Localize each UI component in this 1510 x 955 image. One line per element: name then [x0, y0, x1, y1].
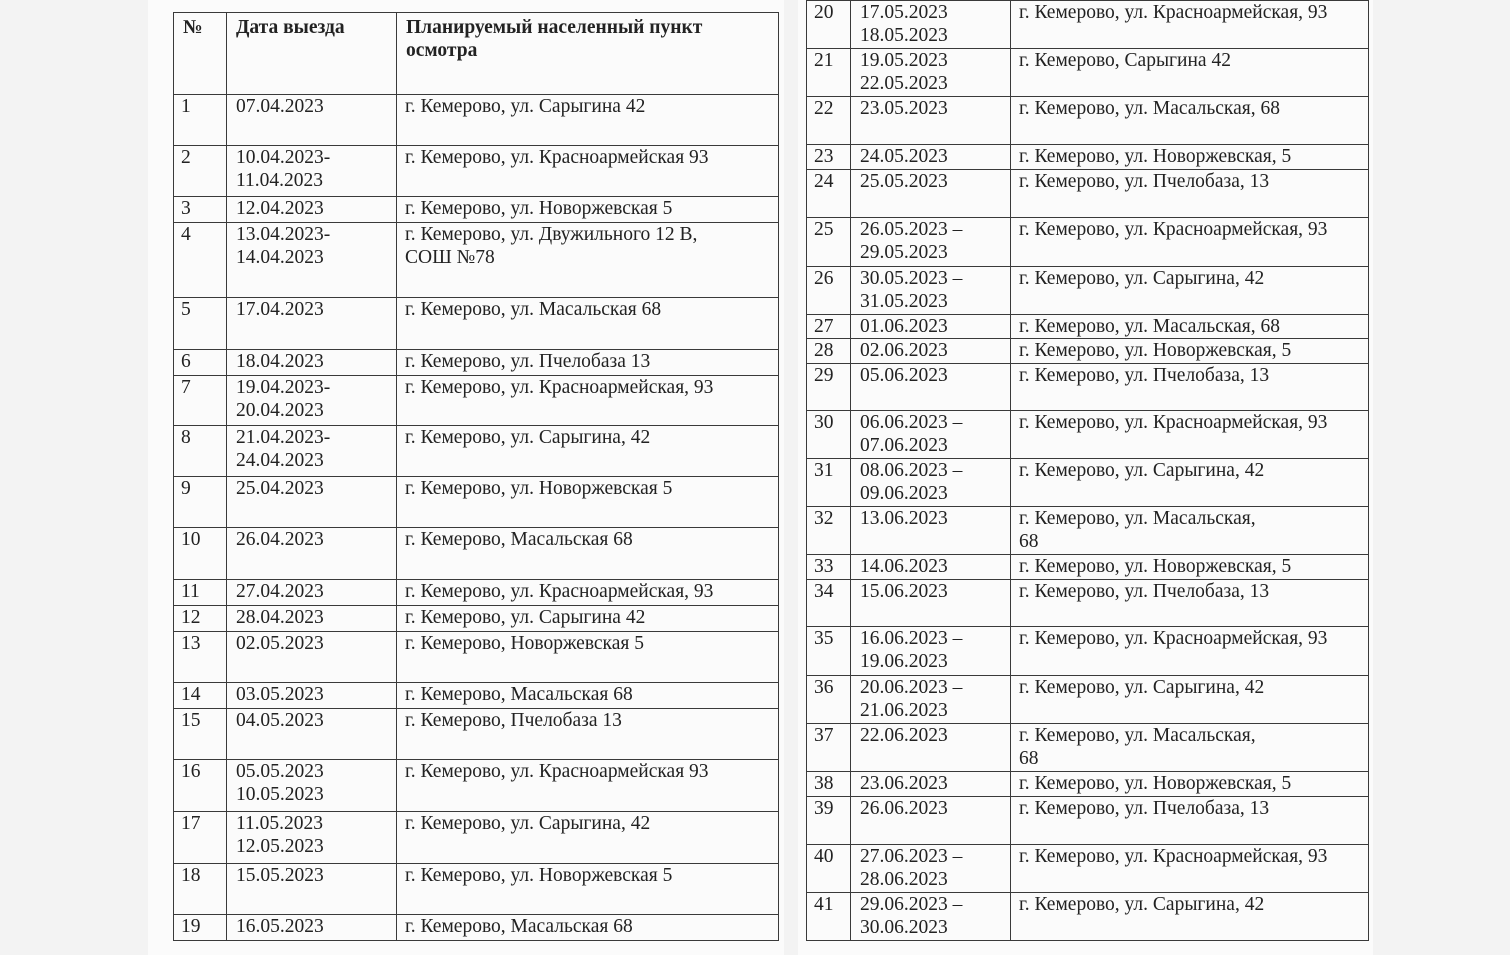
table-row	[807, 315, 1369, 339]
row-place	[1011, 507, 1369, 555]
place-line: г. Кемерово, ул. Пчелобаза, 13	[1019, 581, 1270, 602]
date-line: 05.06.2023	[860, 365, 948, 386]
date-line: 09.06.2023	[860, 483, 948, 504]
row-number: 16	[174, 760, 227, 812]
table-row	[807, 145, 1369, 170]
table-row	[807, 797, 1369, 845]
row-place	[397, 350, 779, 376]
row-place	[1011, 411, 1369, 459]
place-line: г. Кемерово, ул. Красноармейская, 93	[405, 581, 714, 602]
row-number: 12	[174, 606, 227, 632]
table-row	[174, 606, 779, 632]
date-line: 29.06.2023 –	[860, 894, 963, 915]
date-line: 15.05.2023	[236, 865, 324, 886]
row-place	[1011, 676, 1369, 724]
row-place	[397, 864, 779, 915]
row-number: 28	[807, 339, 851, 364]
row-date	[227, 528, 397, 580]
date-line: 24.05.2023	[860, 146, 948, 167]
row-place	[397, 760, 779, 812]
row-number: 13	[174, 632, 227, 683]
row-date	[851, 145, 1011, 170]
date-line: 08.06.2023 –	[860, 460, 963, 481]
row-number: 17	[174, 812, 227, 864]
table-row	[807, 1, 1369, 49]
row-place	[1011, 797, 1369, 845]
row-date	[227, 298, 397, 350]
date-line: 13.04.2023-	[236, 224, 331, 245]
row-date	[227, 426, 397, 477]
row-place	[1011, 339, 1369, 364]
row-number: 5	[174, 298, 227, 350]
date-line: 04.05.2023	[236, 710, 324, 731]
table-row	[174, 350, 779, 376]
table-row	[807, 676, 1369, 724]
row-date	[851, 580, 1011, 627]
place-line: г. Кемерово, ул. Сарыгина, 42	[405, 427, 651, 448]
row-date	[851, 1, 1011, 49]
row-place	[397, 426, 779, 477]
place-line: г. Кемерово, ул. Сарыгина, 42	[1019, 894, 1265, 915]
place-line: г. Кемерово, Пчелобаза 13	[405, 710, 622, 731]
place-line: г. Кемерово, ул. Сарыгина, 42	[1019, 677, 1265, 698]
place-line: г. Кемерово, ул. Сарыгина, 42	[405, 813, 651, 834]
date-line: 26.05.2023 –	[860, 219, 963, 240]
table-row	[807, 339, 1369, 364]
row-date	[227, 606, 397, 632]
date-line: 17.05.2023	[860, 2, 948, 23]
row-number: 34	[807, 580, 851, 627]
header-place: Планируемый населенный пункт осмотра	[397, 13, 779, 95]
date-line: 14.06.2023	[860, 556, 948, 577]
row-number: 25	[807, 218, 851, 267]
row-date	[227, 95, 397, 146]
row-date	[227, 683, 397, 709]
place-line: г. Кемерово, ул. Пчелобаза 13	[405, 351, 651, 372]
date-line: 28.04.2023	[236, 607, 324, 628]
row-place	[1011, 555, 1369, 580]
table-body-right	[807, 1, 1369, 941]
row-place	[397, 197, 779, 223]
table-row	[174, 426, 779, 477]
table-row	[174, 580, 779, 606]
row-number: 22	[807, 97, 851, 145]
row-date	[227, 350, 397, 376]
row-date	[851, 364, 1011, 411]
row-number: 40	[807, 845, 851, 893]
place-line: г. Кемерово, ул. Новоржевская, 5	[1019, 146, 1292, 167]
date-line: 30.05.2023 –	[860, 268, 963, 289]
row-place	[397, 606, 779, 632]
row-date	[227, 915, 397, 941]
row-number: 21	[807, 49, 851, 97]
place-line: г. Кемерово, Сарыгина 42	[1019, 50, 1231, 71]
date-line: 17.04.2023	[236, 299, 324, 320]
table-row	[174, 760, 779, 812]
place-line: г. Кемерово, ул. Новоржевская 5	[405, 198, 673, 219]
table-row	[807, 507, 1369, 555]
row-number: 39	[807, 797, 851, 845]
place-line: г. Кемерово, ул. Масальская 68	[405, 299, 662, 320]
schedule-table-left	[173, 12, 779, 941]
date-line: 20.06.2023 –	[860, 677, 963, 698]
place-line: г. Кемерово, ул. Пчелобаза, 13	[1019, 171, 1270, 192]
row-date	[851, 218, 1011, 267]
date-line: 24.04.2023	[236, 450, 324, 471]
date-line: 22.06.2023	[860, 725, 948, 746]
row-place	[1011, 145, 1369, 170]
row-place	[397, 812, 779, 864]
place-line: г. Кемерово, ул. Новоржевская 5	[405, 865, 673, 886]
row-date	[227, 812, 397, 864]
date-line: 16.06.2023 –	[860, 628, 963, 649]
table-row	[807, 627, 1369, 676]
place-line: г. Кемерово, Масальская 68	[405, 529, 633, 550]
row-date	[851, 170, 1011, 218]
table-row	[807, 170, 1369, 218]
row-date	[851, 49, 1011, 97]
table-row	[174, 95, 779, 146]
date-line: 11.04.2023	[236, 170, 324, 191]
row-date	[851, 627, 1011, 676]
date-line: 27.06.2023 –	[860, 846, 963, 867]
row-number: 33	[807, 555, 851, 580]
place-line: СОШ №78	[405, 247, 495, 268]
table-row	[174, 812, 779, 864]
row-place	[1011, 580, 1369, 627]
row-date	[851, 772, 1011, 797]
row-number: 24	[807, 170, 851, 218]
place-line: г. Кемерово, ул. Красноармейская, 93	[1019, 846, 1328, 867]
date-line: 12.05.2023	[236, 836, 324, 857]
row-date	[227, 709, 397, 760]
place-line: г. Кемерово, ул. Новоржевская, 5	[1019, 773, 1292, 794]
date-line: 30.06.2023	[860, 917, 948, 938]
row-place	[1011, 49, 1369, 97]
row-place	[397, 477, 779, 528]
row-date	[851, 724, 1011, 772]
row-date	[851, 893, 1011, 941]
date-line: 25.05.2023	[860, 171, 948, 192]
table-row	[807, 49, 1369, 97]
place-line: г. Кемерово, ул. Масальская, 68	[1019, 98, 1280, 119]
place-line: г. Кемерово, ул. Красноармейская, 93	[1019, 2, 1328, 23]
row-place	[1011, 724, 1369, 772]
row-place	[1011, 459, 1369, 507]
place-line: г. Кемерово, ул. Новоржевская 5	[405, 478, 673, 499]
place-line: г. Кемерово, ул. Красноармейская, 93	[1019, 628, 1328, 649]
table-row	[807, 845, 1369, 893]
row-number: 9	[174, 477, 227, 528]
date-line: 26.04.2023	[236, 529, 324, 550]
row-place	[397, 376, 779, 426]
header-date: Дата выезда	[227, 13, 397, 95]
date-line: 28.06.2023	[860, 869, 948, 890]
table-row	[174, 683, 779, 709]
row-place	[1011, 772, 1369, 797]
row-place	[397, 683, 779, 709]
place-line: г. Кемерово, ул. Красноармейская, 93	[1019, 412, 1328, 433]
date-line: 12.04.2023	[236, 198, 324, 219]
row-number: 23	[807, 145, 851, 170]
place-line: г. Кемерово, Масальская 68	[405, 916, 633, 937]
table-row	[174, 223, 779, 298]
place-line: г. Кемерово, ул. Сарыгина, 42	[1019, 268, 1265, 289]
place-line: г. Кемерово, ул. Пчелобаза, 13	[1019, 798, 1270, 819]
row-place	[397, 95, 779, 146]
date-line: 07.04.2023	[236, 96, 324, 117]
date-line: 18.04.2023	[236, 351, 324, 372]
table-row	[807, 411, 1369, 459]
date-line: 29.05.2023	[860, 242, 948, 263]
place-line: г. Кемерово, ул. Красноармейская 93	[405, 147, 709, 168]
table-row	[174, 632, 779, 683]
table-row	[807, 267, 1369, 315]
date-line: 27.04.2023	[236, 581, 324, 602]
row-date	[851, 459, 1011, 507]
place-line: г. Кемерово, ул. Новоржевская, 5	[1019, 340, 1292, 361]
row-place	[397, 528, 779, 580]
row-number: 26	[807, 267, 851, 315]
row-date	[227, 477, 397, 528]
row-place	[397, 632, 779, 683]
date-line: 22.05.2023	[860, 73, 948, 94]
row-date	[227, 580, 397, 606]
table-row	[807, 364, 1369, 411]
row-number: 35	[807, 627, 851, 676]
row-number: 20	[807, 1, 851, 49]
date-line: 20.04.2023	[236, 400, 324, 421]
date-line: 11.05.2023	[236, 813, 324, 834]
place-line: г. Кемерово, ул. Красноармейская 93	[405, 761, 709, 782]
row-place	[1011, 267, 1369, 315]
row-number: 6	[174, 350, 227, 376]
date-line: 21.06.2023	[860, 700, 948, 721]
date-line: 18.05.2023	[860, 25, 948, 46]
row-number: 14	[174, 683, 227, 709]
row-number: 18	[174, 864, 227, 915]
table-row	[807, 772, 1369, 797]
row-date	[851, 267, 1011, 315]
row-number: 29	[807, 364, 851, 411]
row-date	[851, 315, 1011, 339]
row-place	[1011, 97, 1369, 145]
table-row	[807, 893, 1369, 941]
table-row	[807, 459, 1369, 507]
table-header-row	[174, 13, 779, 95]
table-row	[174, 298, 779, 350]
row-number: 8	[174, 426, 227, 477]
table-row	[807, 724, 1369, 772]
table-row	[807, 97, 1369, 145]
place-line: г. Кемерово, ул. Красноармейская, 93	[1019, 219, 1328, 240]
place-line: г. Кемерово, Новоржевская 5	[405, 633, 644, 654]
row-place	[397, 146, 779, 197]
table-row	[174, 376, 779, 426]
date-line: 19.06.2023	[860, 651, 948, 672]
row-number: 10	[174, 528, 227, 580]
row-number: 15	[174, 709, 227, 760]
row-number: 32	[807, 507, 851, 555]
date-line: 25.04.2023	[236, 478, 324, 499]
date-line: 23.05.2023	[860, 98, 948, 119]
row-place	[1011, 845, 1369, 893]
row-date	[851, 845, 1011, 893]
date-line: 19.04.2023-	[236, 377, 331, 398]
row-date	[851, 507, 1011, 555]
row-date	[851, 676, 1011, 724]
table-body-left	[174, 95, 779, 941]
place-line: 68	[1019, 748, 1039, 769]
row-number: 11	[174, 580, 227, 606]
date-line: 01.06.2023	[860, 316, 948, 337]
date-line: 21.04.2023-	[236, 427, 331, 448]
place-line: г. Кемерово, ул. Сарыгина 42	[405, 96, 646, 117]
date-line: 26.06.2023	[860, 798, 948, 819]
row-date	[227, 223, 397, 298]
table-row	[807, 555, 1369, 580]
date-line: 31.05.2023	[860, 291, 948, 312]
row-date	[851, 97, 1011, 145]
row-date	[851, 797, 1011, 845]
date-line: 06.06.2023 –	[860, 412, 963, 433]
row-number: 30	[807, 411, 851, 459]
place-line: г. Кемерово, ул. Двужильного 12 В,	[405, 224, 698, 245]
date-line: 02.05.2023	[236, 633, 324, 654]
table-row	[174, 915, 779, 941]
row-number: 41	[807, 893, 851, 941]
date-line: 16.05.2023	[236, 916, 324, 937]
row-number: 38	[807, 772, 851, 797]
date-line: 10.04.2023-	[236, 147, 331, 168]
place-line: г. Кемерово, ул. Пчелобаза, 13	[1019, 365, 1270, 386]
row-number: 27	[807, 315, 851, 339]
place-line: г. Кемерово, ул. Масальская,	[1019, 508, 1256, 529]
place-line: г. Кемерово, ул. Новоржевская, 5	[1019, 556, 1292, 577]
row-place	[397, 915, 779, 941]
row-place	[1011, 627, 1369, 676]
row-number: 31	[807, 459, 851, 507]
date-line: 19.05.2023	[860, 50, 948, 71]
row-number: 3	[174, 197, 227, 223]
row-place	[1011, 364, 1369, 411]
row-date	[227, 197, 397, 223]
place-line: г. Кемерово, Масальская 68	[405, 684, 633, 705]
row-place	[1011, 170, 1369, 218]
place-line: г. Кемерово, ул. Красноармейская, 93	[405, 377, 714, 398]
row-place	[1011, 315, 1369, 339]
row-place	[397, 709, 779, 760]
place-line: г. Кемерово, ул. Масальская, 68	[1019, 316, 1280, 337]
place-line: г. Кемерово, ул. Сарыгина 42	[405, 607, 646, 628]
row-place	[1011, 1, 1369, 49]
table-row	[174, 528, 779, 580]
date-line: 10.05.2023	[236, 784, 324, 805]
row-date	[227, 146, 397, 197]
row-number: 1	[174, 95, 227, 146]
row-date	[227, 632, 397, 683]
table-row	[807, 580, 1369, 627]
table-row	[174, 197, 779, 223]
row-date	[227, 376, 397, 426]
date-line: 07.06.2023	[860, 435, 948, 456]
row-date	[851, 411, 1011, 459]
row-number: 19	[174, 915, 227, 941]
date-line: 15.06.2023	[860, 581, 948, 602]
row-place	[397, 223, 779, 298]
date-line: 05.05.2023	[236, 761, 324, 782]
table-row	[174, 477, 779, 528]
row-number: 4	[174, 223, 227, 298]
row-place	[1011, 893, 1369, 941]
date-line: 02.06.2023	[860, 340, 948, 361]
row-number: 36	[807, 676, 851, 724]
page-left	[148, 0, 784, 955]
date-line: 13.06.2023	[860, 508, 948, 529]
row-number: 2	[174, 146, 227, 197]
row-number: 37	[807, 724, 851, 772]
row-place	[1011, 218, 1369, 267]
header-number: №	[174, 13, 227, 95]
row-date	[227, 864, 397, 915]
place-line: 68	[1019, 531, 1039, 552]
page-right	[798, 0, 1373, 955]
date-line: 23.06.2023	[860, 773, 948, 794]
table-row	[174, 146, 779, 197]
place-line: г. Кемерово, ул. Масальская,	[1019, 725, 1256, 746]
row-date	[851, 555, 1011, 580]
row-place	[397, 580, 779, 606]
place-line: г. Кемерово, ул. Сарыгина, 42	[1019, 460, 1265, 481]
date-line: 03.05.2023	[236, 684, 324, 705]
row-number: 7	[174, 376, 227, 426]
table-row	[174, 709, 779, 760]
row-date	[227, 760, 397, 812]
row-place	[397, 298, 779, 350]
date-line: 14.04.2023	[236, 247, 324, 268]
table-row	[174, 864, 779, 915]
row-date	[851, 339, 1011, 364]
schedule-table-right	[806, 0, 1369, 941]
table-row	[807, 218, 1369, 267]
